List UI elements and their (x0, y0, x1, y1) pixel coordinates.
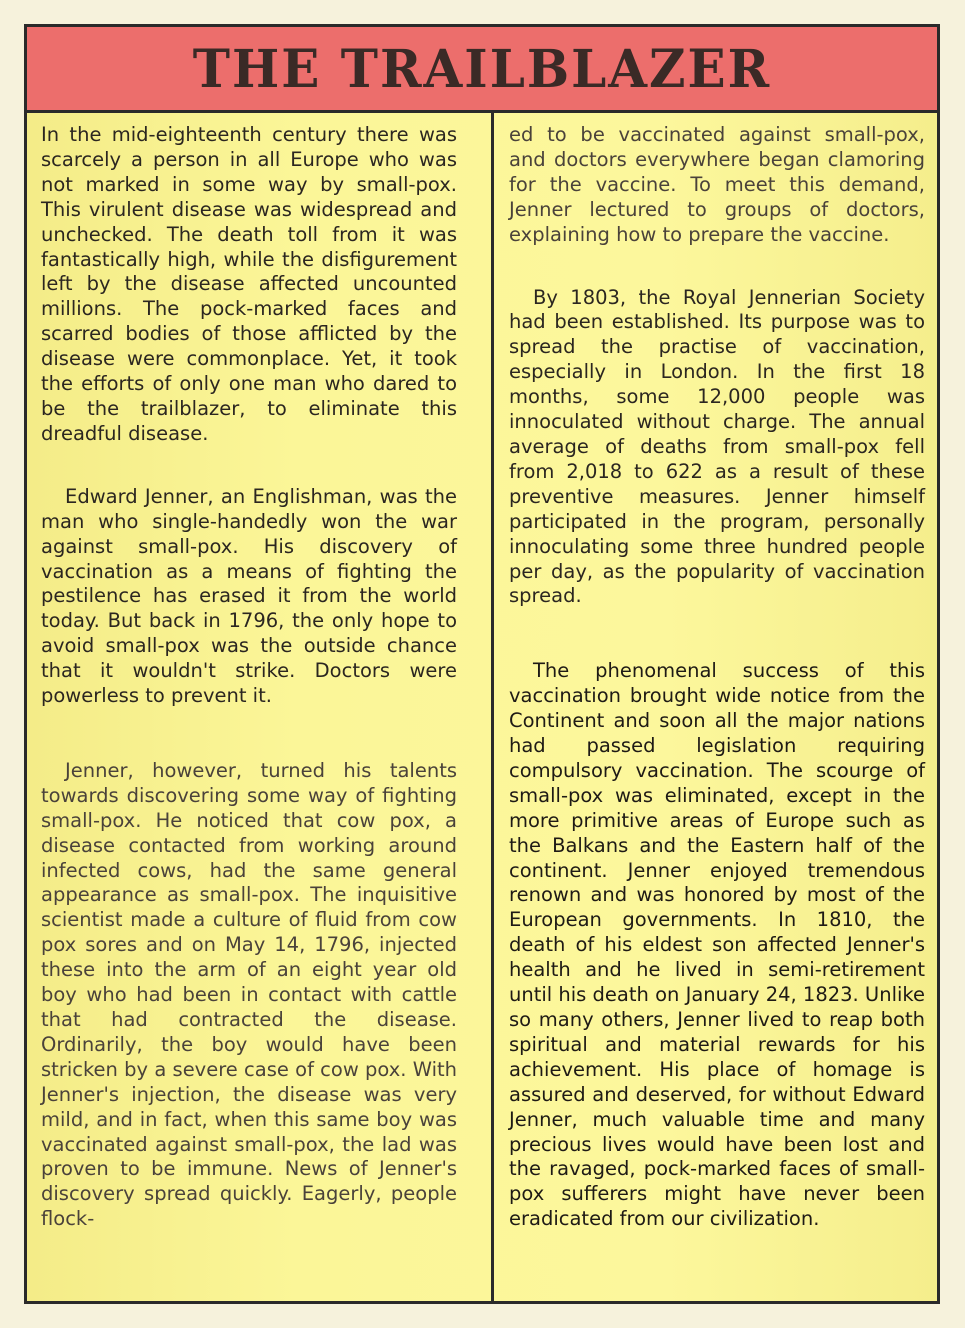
right-paragraph-2: By 1803, the Royal Jennerian Society had been established. Its purpose was to spread the practise of vaccination, especially in London. In the first 18 months, some 12,000 people was innoculated without charge. The annual average of deaths from small-pox fell from 2,018 to 622 as a result of these preventive measures. Jenner himself participated in the program, personally innoculating some three hundred people per day, as the popularity of vaccination spread. (509, 285, 925, 608)
right-paragraph-3: The phenomenal success of this vaccination brought wide notice from the Continent and soon all the major nations had passed legislation requiring compulsory vaccination. The scourge of small-pox was eliminated, except in the more primitive areas of Europe such as the Balkans and the Eastern half of the continent. Jenner enjoyed tremendous renown and was honored by most of the European governments. In 1810, the death of his eldest son affected Jenner's health and he lived in semi-retirement until his death on January 24, 1823. Unlike so many others, Jenner lived to reap both spiritual and material rewards for his achievement. His place of homage is assured and deserved, for without Edward Jenner, much valuable time and many precious lives would have been lost and the ravaged, pock-marked faces of small-pox sufferers might have never been eradicated from our civilization. (509, 659, 925, 1231)
left-paragraph-2: Edward Jenner, an Englishman, was the man who single-handedly won the war against small-pox. His discovery of vaccination as a means of fighting the pestilence has erased it from the world today. But back in 1796, the only hope to avoid small-pox was the outside chance that it wouldn't strike. Doctors were powerless to prevent it. (41, 484, 457, 708)
left-paragraph-1: In the mid-eighteenth century there was scarcely a person in all Europe who was not marked in some way by small-pox. This virulent disease was widespread and unchecked. The death toll from it was fantastically high, while the disfigurement left by the disease affected uncounted millions. The pock-marked faces and scarred bodies of those afflicted by the disease were commonplace. Yet, it took the efforts of only one man who dared to be the trailblazer, to eliminate this dreadful disease. (41, 123, 457, 445)
page-title: THE TRAILBLAZER (192, 37, 772, 100)
right-paragraph-1: ed to be vaccinated against small-pox, and doctors everywhere began clamoring for the vaccine. To meet this demand, Jenner lectured to groups of doctors, explaining how to prepare the vaccine. (509, 123, 925, 246)
right-column (509, 123, 925, 1232)
column-divider (491, 113, 494, 1304)
left-paragraph-3: Jenner, however, turned his talents towards discovering some way of fighting small-pox. He noticed that cow pox, a disease contacted from working around infected cows, had the same general appearance as small-pox. The inquisitive scientist made a culture of fluid from cow pox sores and on May 14, 1796, injected these into the arm of an eight year old boy who had been in contact with cattle that had contracted the disease. Ordinarily, the boy would have been stricken by a severe case of cow pox. With Jenner's injection, the disease was very mild, and in fact, when this same boy was vaccinated against small-pox, the lad was proven to be immune. News of Jenner's discovery spread quickly. Eagerly, people flock- (41, 758, 457, 1231)
title-banner (27, 27, 937, 113)
article-panel (24, 24, 940, 1304)
left-column (41, 123, 457, 1232)
